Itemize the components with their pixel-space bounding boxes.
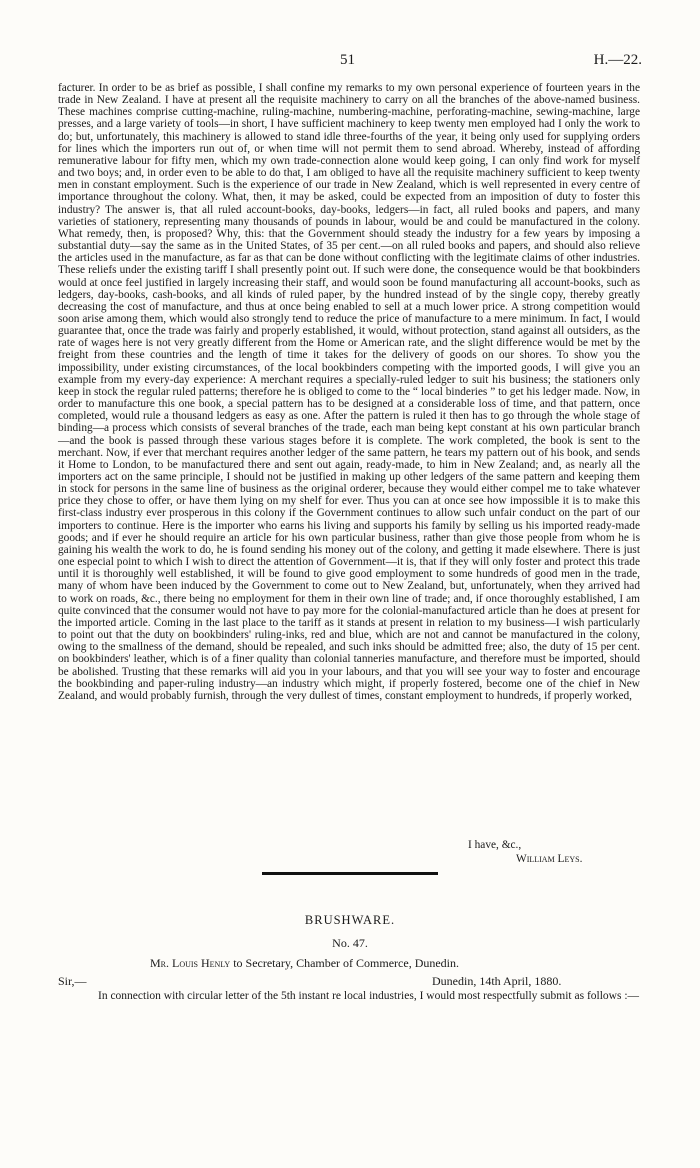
letter-body-text: facturer. In order to be as brief as possible, I shall confine my remarks to my own personal experience of fourteen years in the trade in New Zealand. I have at present all the requisite machinery to carry on all the branches of the above-named business. These machines comprise cutting-machine, ruling-machine, numbering-machine, perforating-machine, sewing-machine, large presses, and a large variety of tools—in short, I have sufficient machinery to keep twenty men employed had I only the work to do; but, unfortunately, this machinery is allowed to stand idle three-fourths of the year, it being only used for supplying orders for lines which the importers run out of, or when time will not permit them to send abroad. Whereby, instead of affording remunerative labour for fifty men, which my own trade-connection alone would keep going, I can only find work for myself and two boys; and, in order even to be able to do that, I am obliged to have all the requisite machinery sufficient to keep twenty men in constant employment. Such is the experience of our trade in New Zealand, which is well represented in every centre of importance throughout the colony. What, then, it may be asked, could be expected from an imposition of duty to foster this industry? The answer is, that all ruled account-books, day-books, ledgers—in fact, all ruled books and papers, and many varieties of stationery, representing many thousands of pounds in labour, would be and could be manufactured in the colony. What remedy, then, is proposed? Why, this: that the Government should steady the industry for a few years by imposing a substantial duty—say the same as in the United States, of 35 per cent.—on all ruled books and papers, and should also relieve the articles used in the manufacture, as far as that can be done without conflicting with the legitimate claims of other industries. These reliefs under the existing tariff I shall presently point out. If such were done, the consequence would be that bookbinders would at once feel justified in largely increasing their staff, and would soon be found manufacturing all account-books, such as ledgers, day-books, cash-books, and all kinds of ruled paper, by the hundred instead of by the single copy, thereby greatly decreasing the cost of manufacture, and thus at once being enabled to sell at a much lower price. A strong competition would soon arise among them, which would also strongly tend to reduce the price of manufacture to a mere minimum. In fact, I would guarantee that, once the trade was fairly and properly established, it would, without protection, stand against all outsiders, as the rate of wages here is not very greatly different from the Home or American rate, and the slight difference would be met by the freight from these countries and the length of time it takes for the delivery of goods on our shores. To show you the impossibility, under existing circumstances, of the local bookbinders competing with the imported goods, I will give you an example from my every-day experience: A merchant requires a specially-ruled ledger to suit his business; the stationers only keep in stock the regular ruled patterns; therefore he is obliged to come to the “ local binderies ” to get his ledger made. Now, in order to manufacture this one book, a special pattern has to be designed at a considerable loss of time, and that pattern, once completed, would rule a thousand ledgers as easy as one. After the pattern is ruled it then has to go through the whole stage of binding—a process which consists of several branches of the trade, each man being kept constant at his own particular branch—and the book is passed through these various stages before it is complete. The work completed, the book is sent to the merchant. Now, if ever that merchant requires another ledger of the same pattern, he tears my pattern out of his book, and sends it Home to London, to be manufactured there and sent out again, ready-made, to him in New Zealand; and, as nearly all the importers act on the same principle, I should not be justified in making up other ledgers of the same pattern and keeping them in stock for persons in the same line of business as the original orderer, because they would either compel me to take whatever price they chose to offer, or have them lying on my shelf for ever. Thus you can at once see how impossible it is to make this first-class industry ever prosperous in this colony if the Government continues to allow such unfair conduct on the part of our importers to continue. Here is the importer who earns his living and supports his family by selling us his imported ready-made goods; and if ever he should require an article for his own particular business, rather than give those people from whom he is gaining his wealth the work to do, he is found sending his money out of the colony, and getting it made elsewhere. There is just one especial point to which I wish to direct the attention of Government—it is, that if they will only foster and protect this trade until it is thoroughly well established, it will be found to give good employment to some hundreds of good men in the trade, many of whom have been induced by the Government to come out to New Zealand, but, unfortunately, when they arrived had to work on roads, &c., there being no employment for them in their own line of trade; and, if once thoroughly established, I am quite convinced that the consumer would not have to pay more for the colonial-manufactured article than he does at present for the imported article. Coming in the last place to the tariff as it stands at present in relation to my business—I wish particularly to point out that the duty on bookbinders' ruling-inks, red and blue, which are not and cannot be manufactured in the colony, owing to the smallness of the demand, should be repealed, and such inks should be admitted free; also, the duty of 15 per cent. on bookbinders' leather, which is of a finer quality than colonial tanneries manufacture, and therefore must be imported, should be abolished. Trusting that these remarks will aid you in your labours, and that you will see your way to foster and encourage the bookbinding and paper-ruling industry—an industry which might, if properly fostered, become one of the chief in New Zealand, and would probably furnish, through the very dullest of times, constant employment to hundreds, if properly worked, [58, 82, 640, 702]
letter-number: No. 47. [332, 936, 368, 950]
sender-name: Mr. Louis Henly [150, 956, 231, 970]
signature: William Leys. [516, 853, 583, 865]
second-letter-body: In connection with circular letter of the 5th instant re local industries, I would most respectfully submit as follows :— [98, 990, 640, 1002]
dateline: Dunedin, 14th April, 1880. [432, 974, 562, 988]
letter-sender-line [150, 956, 459, 971]
section-title: BRUSHWARE. [304, 913, 396, 927]
sender-line-rest: to Secretary, Chamber of Commerce, Dunedin. [230, 956, 460, 970]
letter-signoff [468, 838, 640, 866]
salutation: Sir,— [58, 974, 87, 988]
section-divider-rule [262, 872, 438, 875]
closing-phrase: I have, &c., [468, 839, 522, 851]
document-reference: H.—22. [593, 52, 642, 68]
page-number: 51 [340, 52, 355, 68]
